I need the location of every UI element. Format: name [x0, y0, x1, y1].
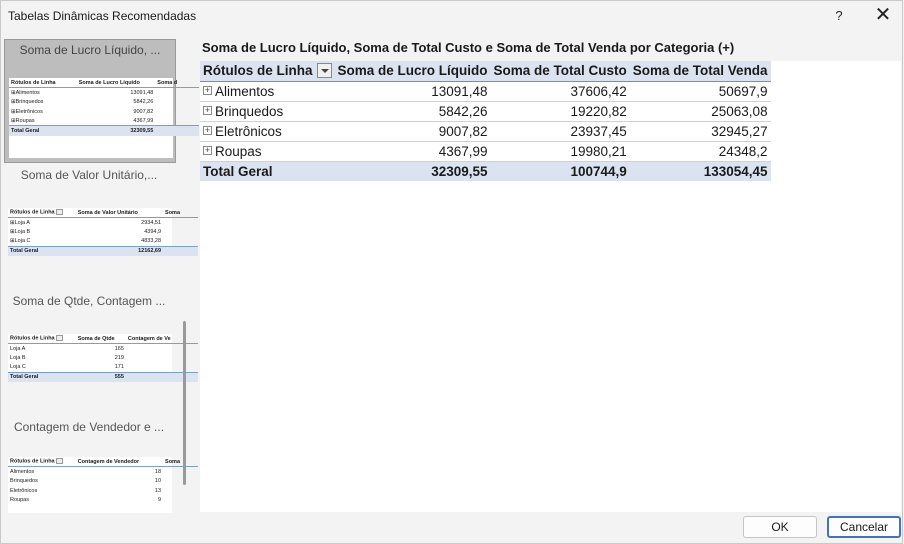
thumb-cell: ⊞Brinquedos [11, 98, 44, 105]
thumb-cell: 13091,48 [130, 89, 154, 96]
pivot-header-row [200, 61, 771, 81]
filter-dropdown-icon[interactable] [317, 63, 332, 78]
thumb-cell: 18 [154, 468, 162, 475]
dialog-title: Tabelas Dinâmicas Recomendadas [8, 9, 197, 23]
table-row [200, 121, 771, 141]
thumb-cell: Eletrônicos [10, 487, 38, 494]
thumb-cell: 13 [154, 487, 162, 494]
cell: 24348,2 [630, 141, 771, 161]
thumb-cell: 5842,26 [133, 98, 154, 105]
thumb-cell: 2934,51 [141, 219, 162, 226]
thumb-cell: Total Geral [8, 246, 76, 256]
column-header: Soma de Total Venda [630, 61, 771, 81]
expand-icon[interactable]: + [204, 125, 211, 136]
cell: 133054,45 [630, 161, 771, 181]
recommendation-item-qtde[interactable] [4, 291, 176, 415]
row-label: + Alimentos [200, 81, 335, 101]
row-label: + Brinquedos [200, 101, 335, 121]
thumb-header: Contagem de Vendedor [76, 457, 163, 467]
column-header: Soma de Total Custo [491, 61, 630, 81]
thumb-header: Soma d [155, 78, 199, 88]
recommendation-label: Soma de Qtde, Contagem ... [12, 294, 166, 308]
thumb-header: Rótulos de Linha [8, 457, 76, 467]
close-button[interactable]: ✕ [874, 4, 892, 26]
cell: 19980,21 [491, 141, 630, 161]
column-header: Soma de Lucro Líquido [335, 61, 491, 81]
thumb-cell: 12162,69 [76, 246, 163, 256]
thumb-cell: Roupas [10, 497, 29, 504]
thumb-cell: Alimentos [10, 468, 35, 475]
recommendation-label: Soma de Lucro Líquido, ... [19, 43, 161, 57]
row-labels-header: Rótulos de Linha [200, 61, 335, 81]
recommendation-thumbnail [9, 78, 178, 158]
thumb-header: Soma [163, 457, 198, 467]
total-label: Total Geral [200, 161, 335, 181]
thumb-cell: Total Geral [9, 126, 77, 136]
table-row [200, 81, 771, 101]
thumb-cell: 165 [114, 345, 124, 352]
expand-icon[interactable]: + [204, 105, 211, 116]
thumb-cell: Loja B [10, 354, 26, 361]
thumb-cell: 219 [114, 354, 124, 361]
cell: 4367,99 [335, 141, 491, 161]
title-bar [1, 1, 904, 31]
recommendation-item-valor-unitario[interactable] [4, 165, 181, 289]
cell: 19220,82 [491, 101, 630, 121]
thumb-header: Rótulos de Linha [8, 208, 76, 218]
thumb-header: Soma de Lucro Líquido [77, 78, 156, 88]
recommendation-thumbnail [8, 208, 181, 256]
thumb-cell: 10 [154, 477, 162, 484]
expand-icon[interactable]: + [204, 145, 211, 156]
list-scrollbar[interactable] [183, 321, 186, 485]
cell: 5842,26 [335, 101, 491, 121]
thumb-header: Rótulos de Linha [9, 78, 77, 88]
cell: 13091,48 [335, 81, 491, 101]
cell: 32945,27 [630, 121, 771, 141]
table-row [200, 101, 771, 121]
recommendation-thumbnail [8, 457, 181, 513]
cell: 23937,45 [491, 121, 630, 141]
cell: 25063,08 [630, 101, 771, 121]
help-button[interactable]: ? [835, 8, 843, 23]
cell: 9007,82 [335, 121, 491, 141]
recommendation-item-lucro[interactable] [4, 39, 176, 163]
recommendation-item-contagem-vendedor[interactable] [4, 417, 181, 541]
total-row [200, 161, 771, 181]
row-label: + Eletrônicos [200, 121, 335, 141]
thumb-cell: 555 [76, 372, 126, 382]
thumb-header: Soma [163, 208, 198, 218]
thumb-header: Soma de Qtde [76, 334, 126, 344]
recommendation-label: Contagem de Vendedor e ... [13, 420, 165, 434]
table-row [200, 141, 771, 161]
preview-title: Soma de Lucro Líquido, Soma de Total Custo e Soma de Total Venda por Categoria (+) [202, 40, 735, 55]
ok-button[interactable]: OK [743, 516, 817, 538]
thumb-cell: Total Geral [8, 372, 76, 382]
thumb-cell: Loja C [10, 364, 26, 371]
recommendation-label: Soma de Valor Unitário,... [20, 168, 158, 182]
expand-icon[interactable]: + [204, 85, 211, 96]
thumb-cell: 9007,82 [133, 108, 154, 115]
cell: 100744,9 [491, 161, 630, 181]
cell: 50697,9 [630, 81, 771, 101]
thumb-header: Rótulos de Linha [8, 334, 76, 344]
cancel-button[interactable]: Cancelar [827, 516, 901, 538]
thumb-cell: 4394,9 [144, 228, 162, 235]
thumb-cell: ⊞Alimentos [11, 89, 40, 96]
thumb-cell: 171 [114, 364, 124, 371]
thumb-cell: Loja A [10, 345, 26, 352]
thumb-cell: ⊞Loja B [10, 228, 31, 235]
thumb-cell: Brinquedos [10, 477, 38, 484]
cell: 32309,55 [335, 161, 491, 181]
recommendations-list[interactable] [1, 37, 189, 513]
thumb-cell: 32309,55 [77, 126, 156, 136]
thumb-cell: 9 [157, 497, 162, 504]
row-label: + Roupas [200, 141, 335, 161]
pivot-preview [200, 61, 901, 512]
thumb-cell: ⊞Roupas [11, 117, 35, 124]
thumb-cell: ⊞Loja A [10, 219, 30, 226]
pivot-table [200, 61, 771, 181]
cell: 37606,42 [491, 81, 630, 101]
thumb-cell: 4833,28 [141, 238, 162, 245]
recommendation-thumbnail [8, 334, 172, 382]
thumb-header: Soma de Valor Unitário [76, 208, 163, 218]
thumb-cell: 4367,99 [133, 117, 154, 124]
thumb-cell: ⊞Loja C [10, 238, 31, 245]
thumb-header: Contagem de Ve [126, 334, 198, 344]
thumb-cell: ⊞Eletrônicos [11, 108, 43, 115]
